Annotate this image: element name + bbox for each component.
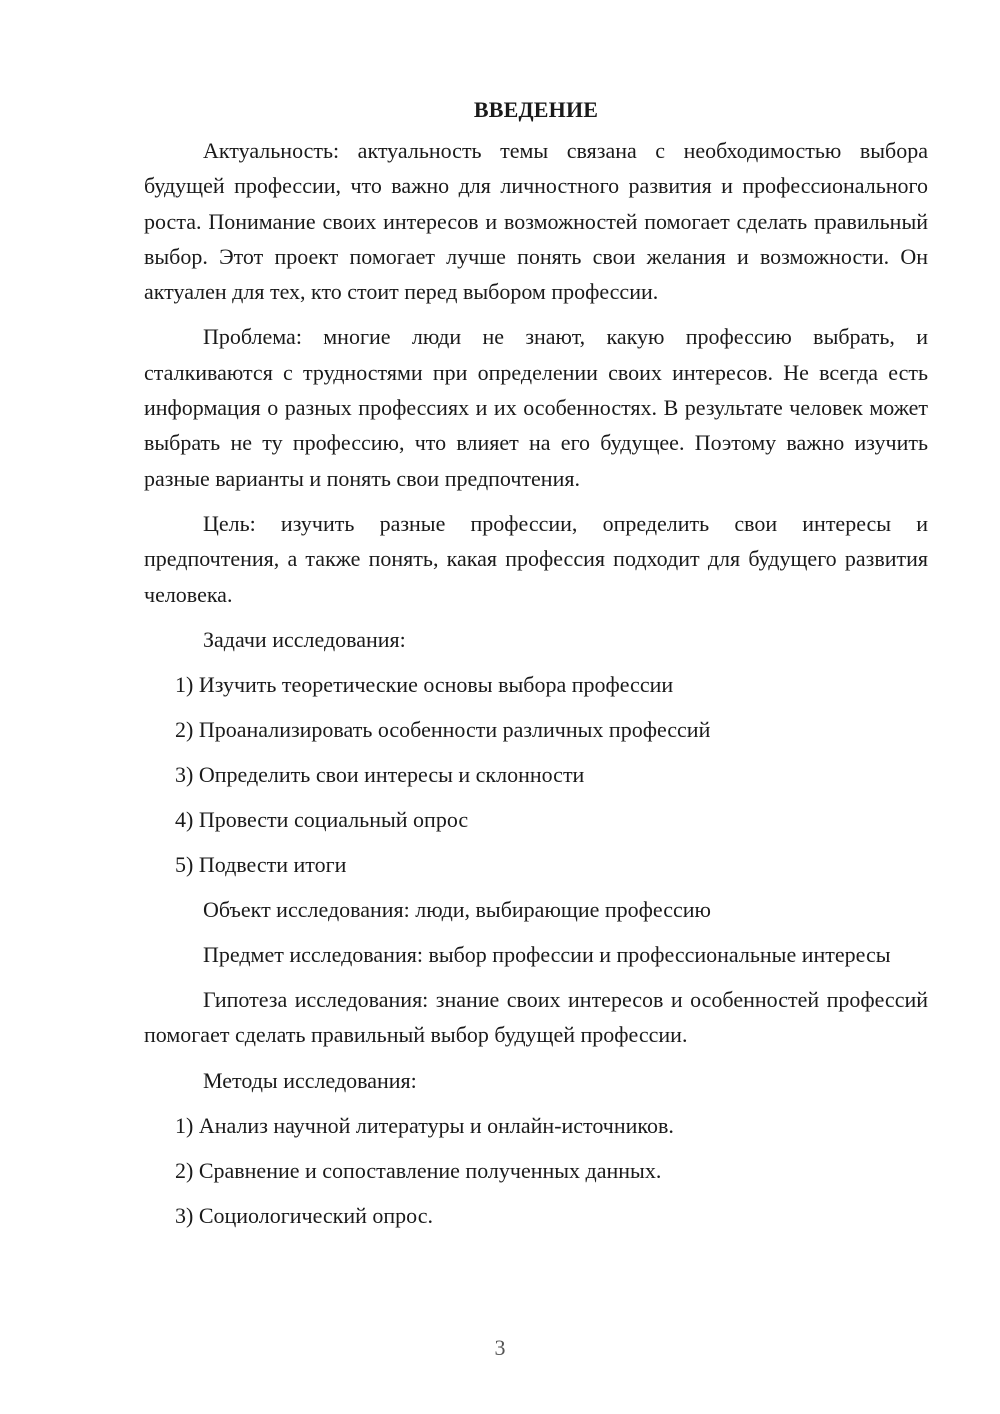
task-item-2: 2) Проанализировать особенности различных профессий <box>175 716 711 742</box>
task-item-1: 1) Изучить теоретические основы выбора профессии <box>175 671 674 697</box>
methods-label: Методы исследования: <box>203 1067 417 1093</box>
tasks-label: Задачи исследования: <box>203 626 406 652</box>
relevance-paragraph: Актуальность: актуальность темы связана с необходимостью выбора будущей профессии, что важно для личностного развития и профессионального роста. Понимание своих интересов и возможностей помогает сделать правильный выбор. Этот проект помогает лучше понять свои желания и возможности. Он актуален для тех, кто стоит перед выбором профессии. <box>144 138 928 305</box>
problem-paragraph: Проблема: многие люди не знают, какую профессию выбрать, и сталкиваются с трудностями при определении своих интересов. Не всегда есть информация о разных профессиях и их особенностях. В результате человек может выбрать не ту профессию, что влияет на его будущее. Поэтому важно изучить разные варианты и понять свои предпочтения. <box>144 324 928 491</box>
research-hypothesis: Гипотеза исследования: знание своих интересов и особенностей профессий помогает сделать правильный выбор будущей профессии. <box>144 987 928 1048</box>
method-item-1: 1) Анализ научной литературы и онлайн-источников. <box>175 1112 674 1138</box>
page-content <box>144 92 928 1243</box>
section-heading: ВВЕДЕНИЕ <box>473 97 599 122</box>
research-object: Объект исследования: люди, выбирающие профессию <box>203 896 711 922</box>
task-item-3: 3) Определить свои интересы и склонности <box>175 761 585 787</box>
method-item-2: 2) Сравнение и сопоставление полученных данных. <box>175 1157 662 1183</box>
task-item-5: 5) Подвести итоги <box>175 851 347 877</box>
goal-paragraph: Цель: изучить разные профессии, определить свои интересы и предпочтения, а также понять, какая профессия подходит для будущего развития человека. <box>144 510 928 607</box>
page-number: 3 <box>494 1335 506 1360</box>
method-item-3: 3) Социологический опрос. <box>175 1202 433 1228</box>
task-item-4: 4) Провести социальный опрос <box>175 806 469 832</box>
research-subject: Предмет исследования: выбор профессии и профессиональные интересы <box>203 941 891 967</box>
